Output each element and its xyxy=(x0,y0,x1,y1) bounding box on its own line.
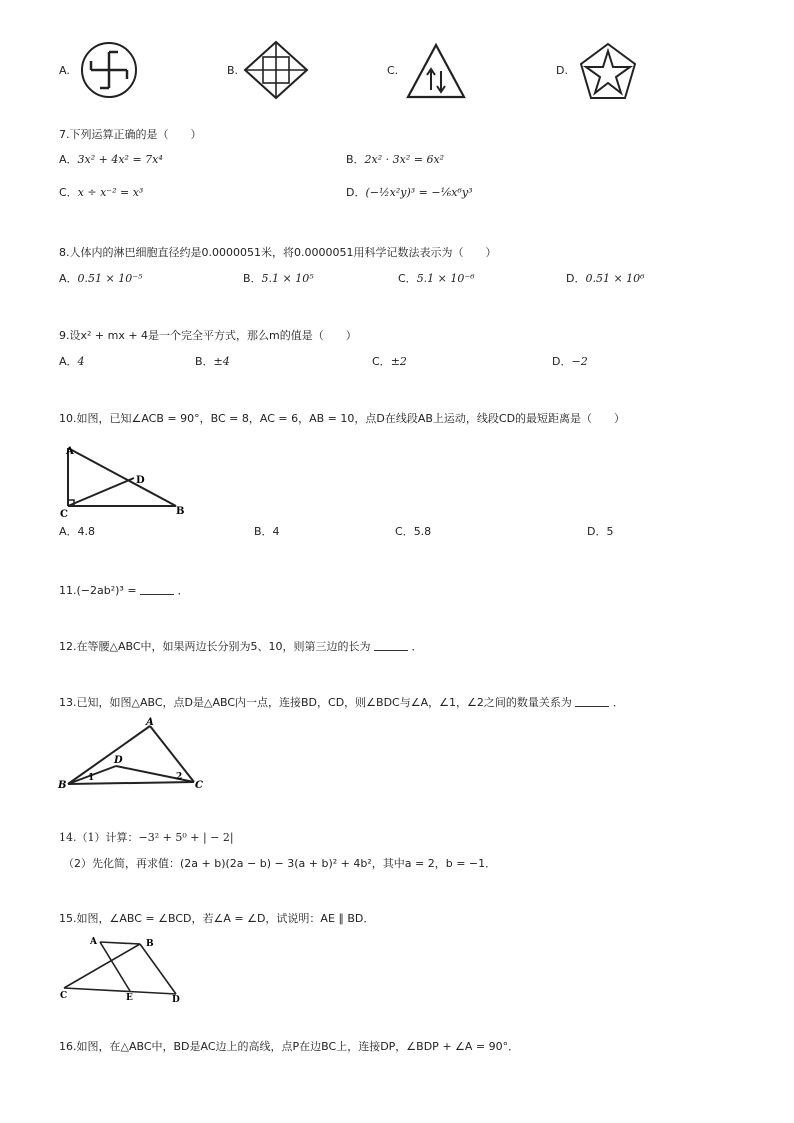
q8-option-c[interactable]: C．5.1 × 10⁻⁶ xyxy=(398,272,475,285)
q6-option-d-label: D. xyxy=(556,64,568,77)
q13-label-d: D xyxy=(114,755,123,766)
q16-stem: 16.如图，在△ABC中，BD是AC边上的高线，点P在边BC上，连接DP，∠BDP + ∠A = 90°． xyxy=(59,1040,520,1053)
q15-label-a: A xyxy=(90,937,97,947)
q10-label-b: B xyxy=(176,506,185,517)
q10-option-b[interactable]: B．4 xyxy=(254,525,280,538)
q9-stem: 9.设x² + mx + 4是一个完全平方式，那么m的值是（ ） xyxy=(59,329,357,342)
q9-option-d[interactable]: D．−2 xyxy=(552,355,588,368)
q13-label-a: A xyxy=(146,717,154,728)
q11: 11.(−2ab²)³ = ． xyxy=(59,584,189,597)
q15-label-c: C xyxy=(60,991,68,1001)
q12-answer-blank[interactable] xyxy=(374,640,408,651)
q10-figure xyxy=(58,440,198,520)
q15-label-b: B xyxy=(146,939,154,949)
q13-label-angle2: 2 xyxy=(176,772,183,782)
q8-option-b[interactable]: B．5.1 × 10⁵ xyxy=(243,272,314,285)
q6-option-a-label: A. xyxy=(59,64,70,77)
q15-figure xyxy=(58,932,188,1004)
q13-stem: 13.已知，如图△ABC，点D是△ABC内一点，连接BD，CD，则∠BDC与∠A，∠1，∠2之间的数量关系为 xyxy=(59,696,572,709)
q12-stem: 12.在等腰△ABC中，如果两边长分别为5、10，则第三边的长为 xyxy=(59,640,371,653)
q6-option-c-figure xyxy=(406,43,466,99)
q10-label-c: C xyxy=(60,509,68,520)
q10-label-a: A xyxy=(66,446,74,457)
q10-option-d[interactable]: D．5 xyxy=(587,525,614,538)
q15-label-e: E xyxy=(126,993,133,1003)
q15-label-d: D xyxy=(172,995,180,1005)
q8-option-a[interactable]: A．0.51 × 10⁻⁵ xyxy=(59,272,143,285)
q10-option-c[interactable]: C．5.8 xyxy=(395,525,432,538)
q7-option-b[interactable]: B．2x² · 3x² = 6x² xyxy=(346,153,445,166)
q6-option-b-label: B. xyxy=(227,64,239,77)
q13-label-c: C xyxy=(195,780,203,791)
q6-option-d-figure xyxy=(578,42,638,102)
q9-option-c[interactable]: C．±2 xyxy=(372,355,407,368)
q6-option-a-figure xyxy=(80,41,138,99)
q14-part1: 14.（1）计算：−3² + 5⁰ + | − 2| xyxy=(59,831,234,844)
q11-answer-blank[interactable] xyxy=(140,584,174,595)
q10-option-a[interactable]: A．4.8 xyxy=(59,525,96,538)
q9-option-b[interactable]: B．±4 xyxy=(195,355,230,368)
q9-option-a[interactable]: A．4 xyxy=(59,355,85,368)
q13-label-b: B xyxy=(58,780,67,791)
q13-answer-blank[interactable] xyxy=(575,696,609,707)
q7-option-a[interactable]: A．3x² + 4x² = 7x⁴ xyxy=(59,153,163,166)
q8-stem: 8.人体内的淋巴细胞直径约是0.0000051米，将0.0000051用科学记数法表示为（ ） xyxy=(59,246,497,259)
q6-option-b-figure xyxy=(243,41,309,99)
q12: 12.在等腰△ABC中，如果两边长分别为5、10，则第三边的长为 ． xyxy=(59,640,423,653)
q7-option-d[interactable]: D．(−½x²y)³ = −⅙x⁶y³ xyxy=(346,186,473,199)
q11-stem: 11.(−2ab²)³ = xyxy=(59,584,137,597)
q14-part2: （2）先化简，再求值：(2a + b)(2a − b) − 3(a + b)² + 4b²，其中a = 2，b = −1． xyxy=(63,857,497,870)
q10-stem: 10.如图，已知∠ACB = 90°，BC = 8，AC = 6，AB = 10，点D在线段AB上运动，线段CD的最短距离是（ ） xyxy=(59,412,626,425)
q7-option-c[interactable]: C．x ÷ x⁻² = x³ xyxy=(59,186,144,199)
q8-option-d[interactable]: D．0.51 × 10⁶ xyxy=(566,272,645,285)
q7-stem: 7.下列运算正确的是（ ） xyxy=(59,128,202,141)
q13-label-angle1: 1 xyxy=(88,773,95,783)
q10-label-d: D xyxy=(136,475,145,486)
q6-option-c-label: C. xyxy=(387,64,399,77)
q15-stem: 15.如图，∠ABC = ∠BCD，若∠A = ∠D，试说明：AE ∥ BD． xyxy=(59,912,375,925)
q13: 13.已知，如图△ABC，点D是△ABC内一点，连接BD，CD，则∠BDC与∠A，∠1，∠2之间的数量关系为 ． xyxy=(59,696,624,709)
q13-figure xyxy=(58,716,216,796)
